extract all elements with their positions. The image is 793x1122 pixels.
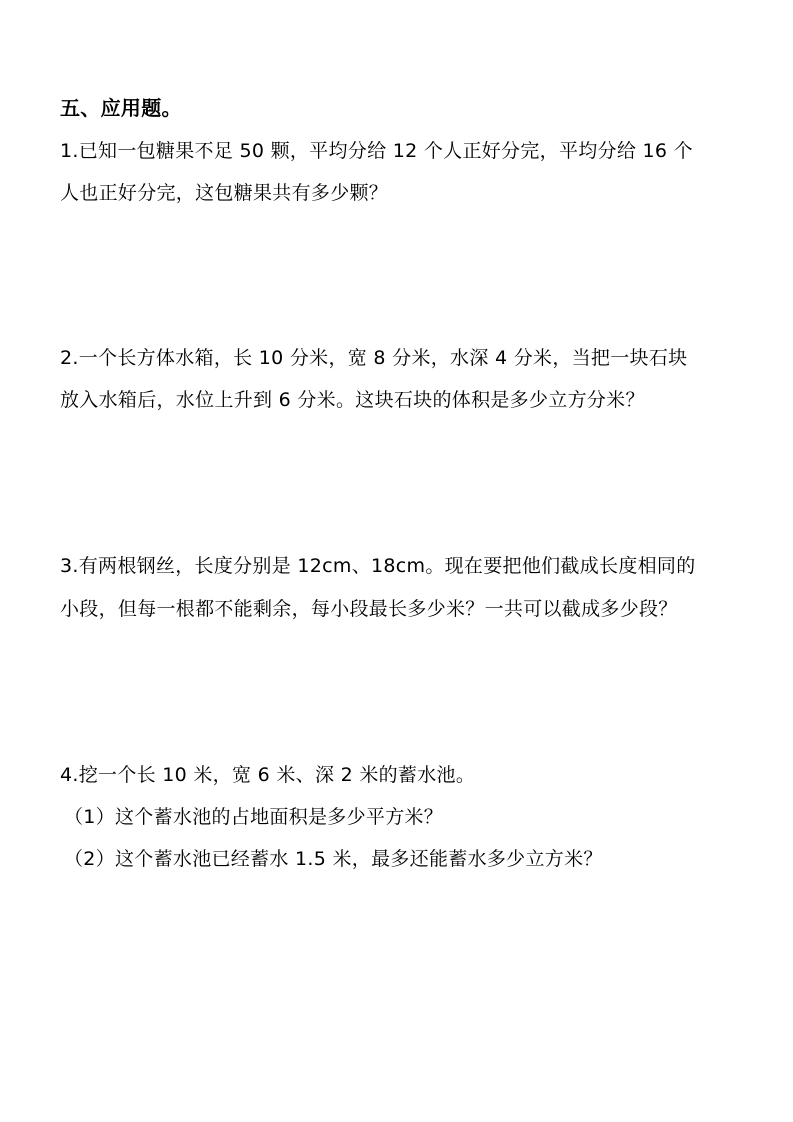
question-3-line-2: 小段，但每一根都不能剩余，每小段最长多少米？一共可以截成多少段？: [60, 598, 678, 620]
section-heading: 五、应用题。: [60, 96, 182, 120]
question-1-line-1: 1.已知一包糖果不足 50 颗，平均分给 12 个人正好分完，平均分给 16 个: [60, 140, 693, 162]
question-2-line-2: 放入水箱后，水位上升到 6 分米。这块石块的体积是多少立方分米？: [60, 389, 645, 411]
question-4-subquestion-1: （1）这个蓄水池的占地面积是多少平方米？: [64, 806, 444, 828]
question-4-line-1: 4.挖一个长 10 米，宽 6 米、深 2 米的蓄水池。: [60, 764, 476, 786]
question-2-line-1: 2.一个长方体水箱，长 10 分米，宽 8 分米，水深 4 分米，当把一块石块: [60, 347, 688, 369]
question-1-line-2: 人也正好分完，这包糖果共有多少颗？: [60, 182, 389, 204]
question-3-line-1: 3.有两根钢丝，长度分别是 12cm、18cm。现在要把他们截成长度相同的: [60, 555, 696, 577]
question-4-subquestion-2: （2）这个蓄水池已经蓄水 1.5 米，最多还能蓄水多少立方米？: [64, 848, 603, 870]
